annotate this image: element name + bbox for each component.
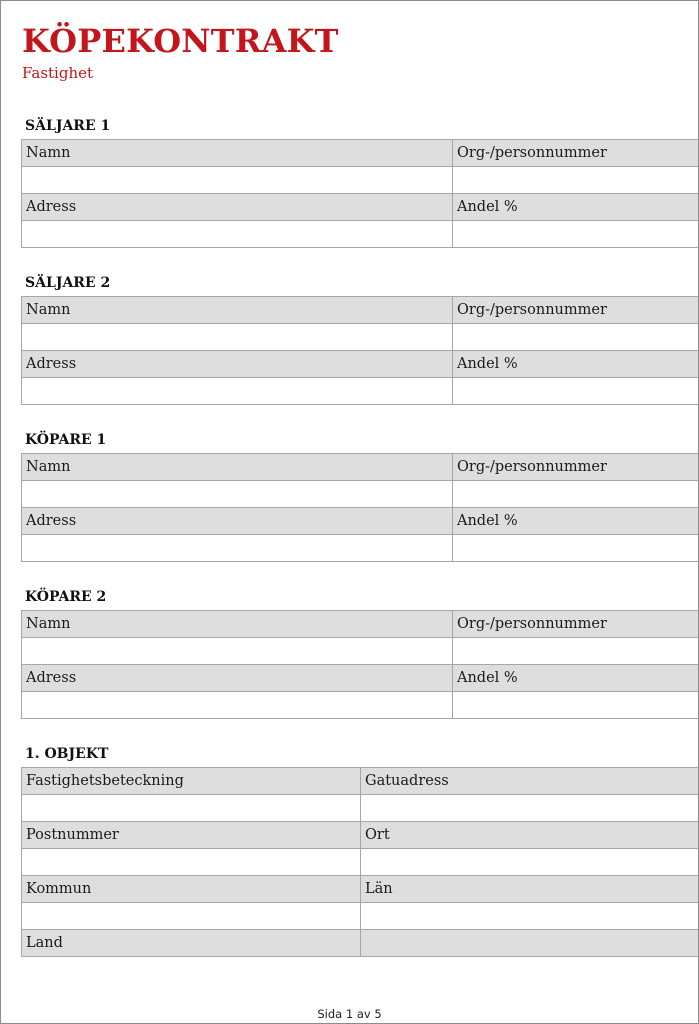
document-title: KÖPEKONTRAKT [22, 22, 339, 60]
share-label: Andel % [453, 665, 699, 692]
id-number-label: Org-/personnummer [453, 140, 699, 167]
page-of: av [356, 1007, 371, 1021]
buyer-2-name-field[interactable] [22, 638, 453, 665]
country-label: Land [22, 930, 361, 957]
city-field[interactable] [361, 849, 699, 876]
postal-code-label: Postnummer [22, 822, 361, 849]
municipality-label: Kommun [22, 876, 361, 903]
county-label: Län [361, 876, 699, 903]
document-subtitle: Fastighet [22, 64, 94, 82]
buyer-2-id-number-field[interactable] [453, 638, 699, 665]
seller-1-address-field[interactable] [22, 221, 453, 248]
country-field[interactable] [361, 930, 699, 957]
seller-1-share-field[interactable] [453, 221, 699, 248]
section-heading-seller-2: SÄLJARE 2 [25, 275, 111, 291]
seller-2-table [21, 296, 699, 405]
buyer-1-table [21, 453, 699, 562]
seller-1-name-field[interactable] [22, 167, 453, 194]
seller-2-address-field[interactable] [22, 378, 453, 405]
address-label: Adress [22, 665, 453, 692]
county-field[interactable] [361, 903, 699, 930]
address-label: Adress [22, 194, 453, 221]
section-heading-seller-1: SÄLJARE 1 [25, 118, 111, 134]
municipality-field[interactable] [22, 903, 361, 930]
seller-2-id-number-field[interactable] [453, 324, 699, 351]
property-designation-field[interactable] [22, 795, 361, 822]
city-label: Ort [361, 822, 699, 849]
street-address-field[interactable] [361, 795, 699, 822]
street-address-label: Gatuadress [361, 768, 699, 795]
name-label: Namn [22, 454, 453, 481]
name-label: Namn [22, 297, 453, 324]
address-label: Adress [22, 351, 453, 378]
section-heading-buyer-1: KÖPARE 1 [25, 432, 107, 448]
name-label: Namn [22, 611, 453, 638]
id-number-label: Org-/personnummer [453, 611, 699, 638]
name-label: Namn [22, 140, 453, 167]
property-designation-label: Fastighetsbeteckning [22, 768, 361, 795]
seller-2-share-field[interactable] [453, 378, 699, 405]
id-number-label: Org-/personnummer [453, 297, 699, 324]
page-word: Sida [317, 1007, 343, 1021]
page-footer [1, 1007, 698, 1021]
buyer-2-share-field[interactable] [453, 692, 699, 719]
buyer-1-share-field[interactable] [453, 535, 699, 562]
seller-1-table [21, 139, 699, 248]
section-heading-buyer-2: KÖPARE 2 [25, 589, 107, 605]
page-total: 5 [374, 1007, 382, 1021]
buyer-1-address-field[interactable] [22, 535, 453, 562]
address-label: Adress [22, 508, 453, 535]
share-label: Andel % [453, 351, 699, 378]
section-heading-object: 1. OBJEKT [25, 746, 109, 762]
buyer-1-id-number-field[interactable] [453, 481, 699, 508]
share-label: Andel % [453, 508, 699, 535]
buyer-2-address-field[interactable] [22, 692, 453, 719]
id-number-label: Org-/personnummer [453, 454, 699, 481]
share-label: Andel % [453, 194, 699, 221]
buyer-1-name-field[interactable] [22, 481, 453, 508]
page-current: 1 [345, 1007, 354, 1021]
buyer-2-table [21, 610, 699, 719]
seller-2-name-field[interactable] [22, 324, 453, 351]
seller-1-id-number-field[interactable] [453, 167, 699, 194]
object-table [21, 767, 699, 957]
postal-code-field[interactable] [22, 849, 361, 876]
